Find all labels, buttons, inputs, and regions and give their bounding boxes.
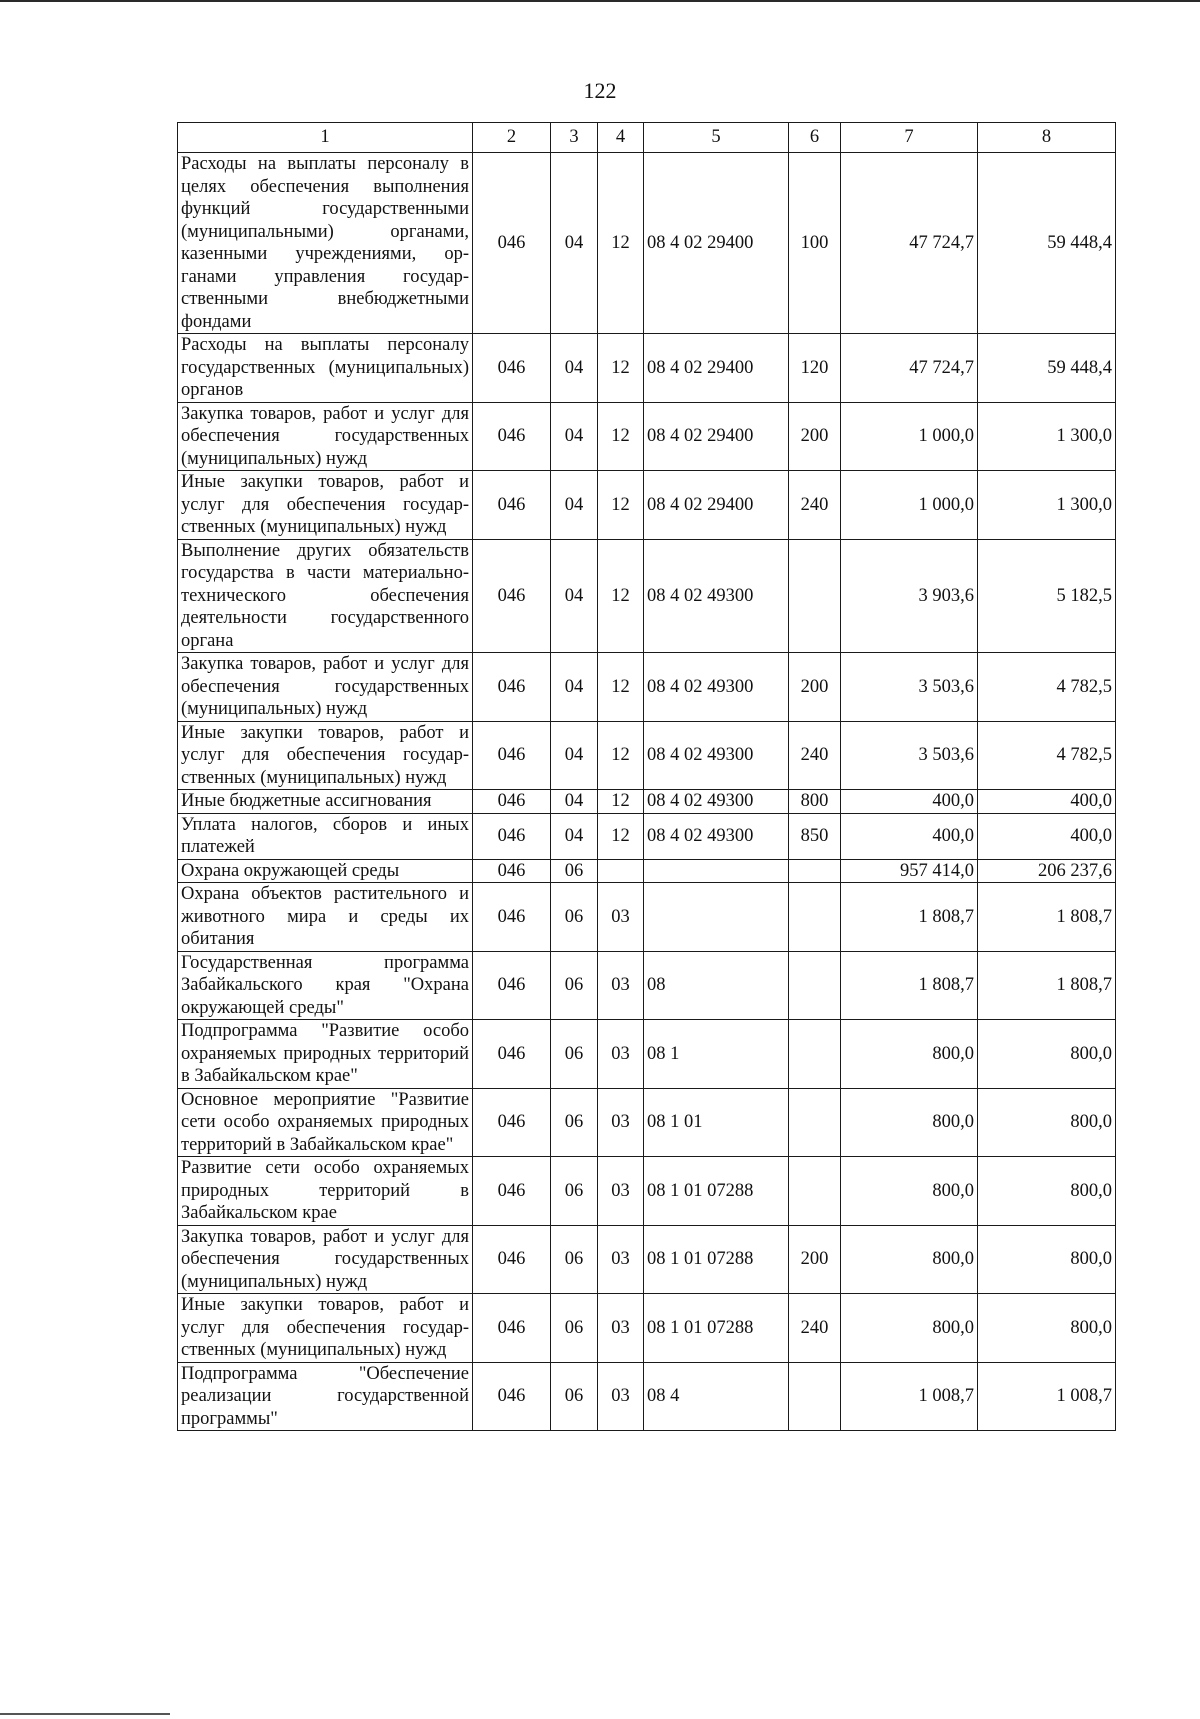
row-name-cell: Подпрограмма "Обеспечение реализации государственной программы" xyxy=(178,1362,473,1431)
chapter-code-cell: 046 xyxy=(473,539,551,653)
section-code-cell: 04 xyxy=(551,539,598,653)
chapter-code-cell: 046 xyxy=(473,1362,551,1431)
header-cell: 2 xyxy=(473,123,551,153)
budget-table xyxy=(177,122,1116,1431)
amount-cell-8: 800,0 xyxy=(978,1020,1116,1089)
row-name-cell: Охрана объектов растительного и животного мира и среды их обитания xyxy=(178,883,473,952)
subsection-code-cell: 03 xyxy=(598,951,644,1020)
subsection-code-cell: 12 xyxy=(598,813,644,859)
row-name-cell: Выполнение других обязательств государства в части материально-технического обеспечения деятельности государственного органа xyxy=(178,539,473,653)
amount-cell-7: 800,0 xyxy=(841,1294,978,1363)
amount-cell-8: 400,0 xyxy=(978,790,1116,814)
section-code-cell: 06 xyxy=(551,1157,598,1226)
section-code-cell: 04 xyxy=(551,402,598,471)
amount-cell-8: 800,0 xyxy=(978,1225,1116,1294)
section-code-cell: 06 xyxy=(551,951,598,1020)
expense-type-cell xyxy=(789,1020,841,1089)
amount-cell-8: 1 300,0 xyxy=(978,471,1116,540)
target-article-cell: 08 4 02 49300 xyxy=(644,653,789,722)
row-name-cell: Иные закупки товаров, работ и услуг для обеспечения государственных (муниципальных) нужд xyxy=(178,471,473,540)
table-row xyxy=(178,883,1116,952)
expense-type-cell: 240 xyxy=(789,721,841,790)
amount-cell-7: 3 903,6 xyxy=(841,539,978,653)
chapter-code-cell: 046 xyxy=(473,1225,551,1294)
expense-type-cell: 200 xyxy=(789,653,841,722)
target-article-cell: 08 4 02 29400 xyxy=(644,471,789,540)
target-article-cell: 08 4 02 29400 xyxy=(644,334,789,403)
target-article-cell: 08 4 02 49300 xyxy=(644,813,789,859)
section-code-cell: 04 xyxy=(551,813,598,859)
target-article-cell: 08 4 02 29400 xyxy=(644,153,789,334)
table-row xyxy=(178,539,1116,653)
target-article-cell: 08 1 01 07288 xyxy=(644,1157,789,1226)
table-row xyxy=(178,471,1116,540)
expense-type-cell xyxy=(789,539,841,653)
table-row xyxy=(178,790,1116,814)
target-article-cell: 08 4 02 49300 xyxy=(644,790,789,814)
amount-cell-8: 4 782,5 xyxy=(978,721,1116,790)
row-name-cell: Охрана окружающей среды xyxy=(178,859,473,883)
section-code-cell: 04 xyxy=(551,334,598,403)
chapter-code-cell: 046 xyxy=(473,153,551,334)
table-row xyxy=(178,402,1116,471)
amount-cell-8: 59 448,4 xyxy=(978,153,1116,334)
table-row xyxy=(178,1362,1116,1431)
section-code-cell: 04 xyxy=(551,790,598,814)
table-row xyxy=(178,1225,1116,1294)
row-name-cell: Уплата налогов, сборов и иных платежей xyxy=(178,813,473,859)
header-cell: 6 xyxy=(789,123,841,153)
subsection-code-cell: 03 xyxy=(598,883,644,952)
chapter-code-cell: 046 xyxy=(473,721,551,790)
header-cell: 1 xyxy=(178,123,473,153)
header-cell: 7 xyxy=(841,123,978,153)
expense-type-cell: 100 xyxy=(789,153,841,334)
chapter-code-cell: 046 xyxy=(473,402,551,471)
chapter-code-cell: 046 xyxy=(473,790,551,814)
subsection-code-cell: 12 xyxy=(598,471,644,540)
page-number: 122 xyxy=(583,78,617,103)
target-article-cell: 08 1 xyxy=(644,1020,789,1089)
target-article-cell: 08 1 01 07288 xyxy=(644,1225,789,1294)
subsection-code-cell: 03 xyxy=(598,1088,644,1157)
expense-type-cell: 800 xyxy=(789,790,841,814)
amount-cell-7: 800,0 xyxy=(841,1088,978,1157)
section-code-cell: 04 xyxy=(551,471,598,540)
section-code-cell: 04 xyxy=(551,153,598,334)
amount-cell-8: 1 808,7 xyxy=(978,951,1116,1020)
row-name-cell: Закупка товаров, работ и услуг для обеспечения государственных (муниципальных) нужд xyxy=(178,1225,473,1294)
target-article-cell: 08 xyxy=(644,951,789,1020)
target-article-cell xyxy=(644,883,789,952)
table-row xyxy=(178,153,1116,334)
row-name-cell: Закупка товаров, работ и услуг для обеспечения государственных (муниципальных) нужд xyxy=(178,402,473,471)
amount-cell-7: 957 414,0 xyxy=(841,859,978,883)
amount-cell-7: 1 808,7 xyxy=(841,883,978,952)
table-header-row xyxy=(178,123,1116,153)
amount-cell-7: 400,0 xyxy=(841,790,978,814)
row-name-cell: Расходы на выплаты персоналу государственных (муниципальных) органов xyxy=(178,334,473,403)
row-name-cell: Подпрограмма "Развитие особо охраняемых природных территорий в Забайкальском крае" xyxy=(178,1020,473,1089)
header-cell: 4 xyxy=(598,123,644,153)
row-name-cell: Иные закупки товаров, работ и услуг для обеспечения государственных (муниципальных) нужд xyxy=(178,1294,473,1363)
amount-cell-8: 800,0 xyxy=(978,1294,1116,1363)
header-cell: 8 xyxy=(978,123,1116,153)
amount-cell-7: 1 808,7 xyxy=(841,951,978,1020)
section-code-cell: 06 xyxy=(551,1020,598,1089)
target-article-cell: 08 4 xyxy=(644,1362,789,1431)
subsection-code-cell: 03 xyxy=(598,1294,644,1363)
chapter-code-cell: 046 xyxy=(473,1088,551,1157)
table-row xyxy=(178,1020,1116,1089)
table-row xyxy=(178,653,1116,722)
chapter-code-cell: 046 xyxy=(473,1294,551,1363)
subsection-code-cell: 03 xyxy=(598,1157,644,1226)
subsection-code-cell: 12 xyxy=(598,721,644,790)
subsection-code-cell: 12 xyxy=(598,402,644,471)
expense-type-cell xyxy=(789,951,841,1020)
amount-cell-8: 206 237,6 xyxy=(978,859,1116,883)
amount-cell-8: 5 182,5 xyxy=(978,539,1116,653)
expense-type-cell: 850 xyxy=(789,813,841,859)
chapter-code-cell: 046 xyxy=(473,1157,551,1226)
row-name-cell: Закупка товаров, работ и услуг для обеспечения государственных (муниципальных) нужд xyxy=(178,653,473,722)
amount-cell-7: 1 000,0 xyxy=(841,471,978,540)
amount-cell-8: 1 008,7 xyxy=(978,1362,1116,1431)
amount-cell-7: 400,0 xyxy=(841,813,978,859)
chapter-code-cell: 046 xyxy=(473,883,551,952)
target-article-cell: 08 4 02 29400 xyxy=(644,402,789,471)
expense-type-cell: 240 xyxy=(789,471,841,540)
target-article-cell: 08 4 02 49300 xyxy=(644,721,789,790)
table-row xyxy=(178,813,1116,859)
header-cell: 5 xyxy=(644,123,789,153)
expense-type-cell xyxy=(789,1362,841,1431)
section-code-cell: 06 xyxy=(551,1362,598,1431)
chapter-code-cell: 046 xyxy=(473,859,551,883)
subsection-code-cell: 12 xyxy=(598,153,644,334)
section-code-cell: 06 xyxy=(551,1225,598,1294)
subsection-code-cell: 12 xyxy=(598,653,644,722)
section-code-cell: 06 xyxy=(551,883,598,952)
row-name-cell: Иные закупки товаров, работ и услуг для обеспечения государственных (муниципальных) нужд xyxy=(178,721,473,790)
table-row xyxy=(178,334,1116,403)
section-code-cell: 04 xyxy=(551,653,598,722)
amount-cell-7: 800,0 xyxy=(841,1157,978,1226)
table-row xyxy=(178,1294,1116,1363)
chapter-code-cell: 046 xyxy=(473,471,551,540)
row-name-cell: Развитие сети особо охраняемых природных территорий в Забайкальском крае xyxy=(178,1157,473,1226)
expense-type-cell xyxy=(789,1157,841,1226)
amount-cell-7: 800,0 xyxy=(841,1020,978,1089)
scan-edge-bottom xyxy=(0,1713,170,1715)
chapter-code-cell: 046 xyxy=(473,1020,551,1089)
subsection-code-cell: 03 xyxy=(598,1362,644,1431)
expense-type-cell xyxy=(789,1088,841,1157)
amount-cell-8: 1 300,0 xyxy=(978,402,1116,471)
scan-edge-top xyxy=(0,0,1200,2)
section-code-cell: 04 xyxy=(551,721,598,790)
subsection-code-cell: 12 xyxy=(598,790,644,814)
expense-type-cell: 120 xyxy=(789,334,841,403)
amount-cell-7: 1 000,0 xyxy=(841,402,978,471)
chapter-code-cell: 046 xyxy=(473,951,551,1020)
subsection-code-cell: 03 xyxy=(598,1020,644,1089)
header-cell: 3 xyxy=(551,123,598,153)
amount-cell-8: 800,0 xyxy=(978,1157,1116,1226)
amount-cell-7: 3 503,6 xyxy=(841,653,978,722)
target-article-cell: 08 1 01 07288 xyxy=(644,1294,789,1363)
table-row xyxy=(178,951,1116,1020)
section-code-cell: 06 xyxy=(551,1294,598,1363)
subsection-code-cell xyxy=(598,859,644,883)
amount-cell-8: 59 448,4 xyxy=(978,334,1116,403)
amount-cell-7: 47 724,7 xyxy=(841,334,978,403)
expense-type-cell: 240 xyxy=(789,1294,841,1363)
table-body xyxy=(178,153,1116,1431)
target-article-cell: 08 1 01 xyxy=(644,1088,789,1157)
table-row xyxy=(178,721,1116,790)
row-name-cell: Расходы на выплаты персоналу в целях обеспечения выполнения функций государственными (муниципальными) органами, казенными учреждениями, органами управления государственными внебюджетными фондами xyxy=(178,153,473,334)
amount-cell-7: 800,0 xyxy=(841,1225,978,1294)
chapter-code-cell: 046 xyxy=(473,653,551,722)
amount-cell-8: 4 782,5 xyxy=(978,653,1116,722)
expense-type-cell xyxy=(789,883,841,952)
target-article-cell xyxy=(644,859,789,883)
table-row xyxy=(178,1088,1116,1157)
subsection-code-cell: 12 xyxy=(598,334,644,403)
table-row xyxy=(178,1157,1116,1226)
subsection-code-cell: 12 xyxy=(598,539,644,653)
expense-type-cell: 200 xyxy=(789,1225,841,1294)
chapter-code-cell: 046 xyxy=(473,334,551,403)
row-name-cell: Государственная программа Забайкальского края "Охрана окружающей среды" xyxy=(178,951,473,1020)
chapter-code-cell: 046 xyxy=(473,813,551,859)
amount-cell-7: 47 724,7 xyxy=(841,153,978,334)
section-code-cell: 06 xyxy=(551,1088,598,1157)
amount-cell-8: 1 808,7 xyxy=(978,883,1116,952)
row-name-cell: Основное мероприятие "Развитие сети особо охраняемых природных территорий в Забайкальском крае" xyxy=(178,1088,473,1157)
target-article-cell: 08 4 02 49300 xyxy=(644,539,789,653)
table-row xyxy=(178,859,1116,883)
amount-cell-8: 400,0 xyxy=(978,813,1116,859)
expense-type-cell: 200 xyxy=(789,402,841,471)
expense-type-cell xyxy=(789,859,841,883)
subsection-code-cell: 03 xyxy=(598,1225,644,1294)
amount-cell-7: 3 503,6 xyxy=(841,721,978,790)
row-name-cell: Иные бюджетные ассигнования xyxy=(178,790,473,814)
section-code-cell: 06 xyxy=(551,859,598,883)
amount-cell-8: 800,0 xyxy=(978,1088,1116,1157)
amount-cell-7: 1 008,7 xyxy=(841,1362,978,1431)
